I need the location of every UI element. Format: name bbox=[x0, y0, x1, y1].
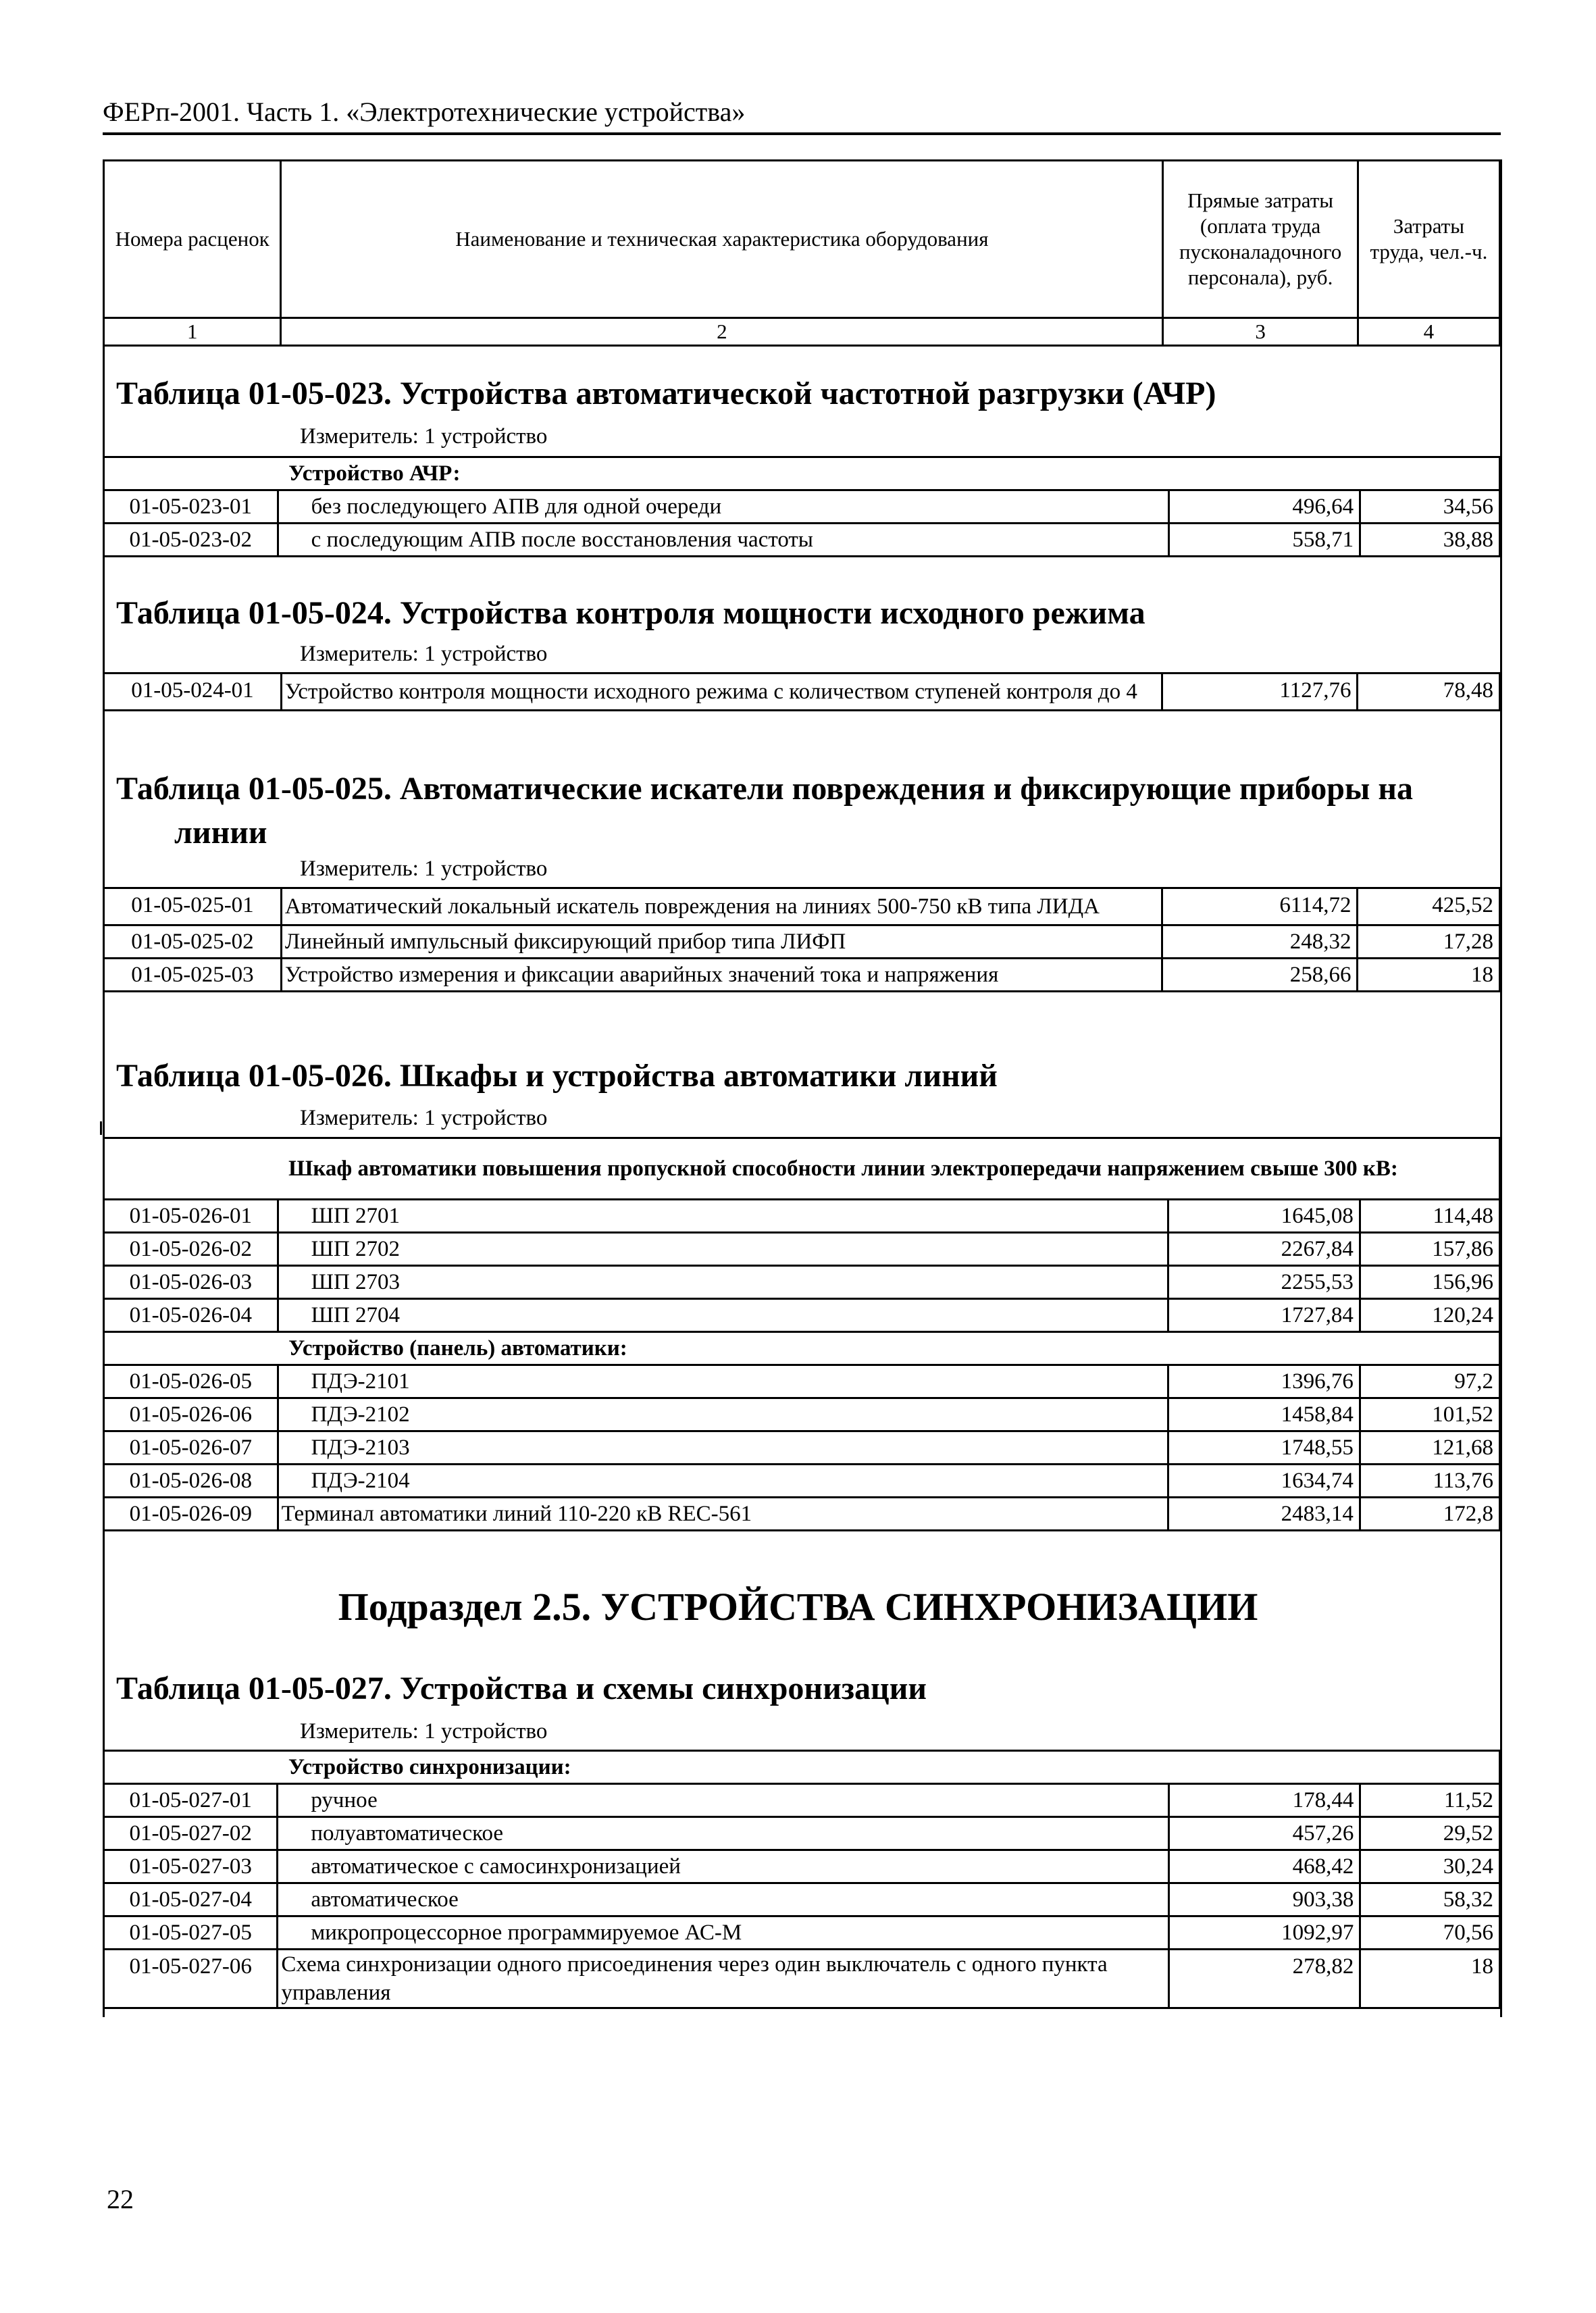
rate-code: 01-05-027-06 bbox=[104, 1950, 278, 2008]
direct-cost: 903,38 bbox=[1168, 1883, 1360, 1916]
direct-cost: 278,82 bbox=[1168, 1950, 1360, 2008]
rate-name: ШП 2702 bbox=[278, 1233, 1168, 1266]
table-row bbox=[104, 959, 1500, 992]
table-row bbox=[104, 1498, 1500, 1531]
labor-cost: 114,48 bbox=[1360, 1200, 1499, 1233]
rate-name: ШП 2703 bbox=[278, 1266, 1168, 1299]
labor-cost: 29,52 bbox=[1360, 1817, 1500, 1850]
rate-code: 01-05-026-03 bbox=[104, 1266, 278, 1299]
direct-cost: 2255,53 bbox=[1168, 1266, 1360, 1299]
table-row bbox=[104, 1883, 1500, 1916]
measure-unit: Измеритель: 1 устройство bbox=[300, 1719, 548, 1744]
table-row bbox=[104, 1431, 1500, 1465]
group-label: Шкаф автоматики повышения пропускной способности линии электропередачи напряжением свыше 300 кВ: bbox=[278, 1138, 1499, 1200]
rate-name: ПДЭ-2103 bbox=[278, 1431, 1168, 1465]
rate-code: 01-05-026-09 bbox=[104, 1498, 278, 1531]
labor-cost: 120,24 bbox=[1360, 1299, 1499, 1332]
table-row bbox=[104, 490, 1500, 524]
direct-cost: 2267,84 bbox=[1168, 1233, 1360, 1266]
direct-cost: 1645,08 bbox=[1168, 1200, 1360, 1233]
labor-cost: 70,56 bbox=[1360, 1916, 1500, 1950]
labor-cost: 113,76 bbox=[1360, 1465, 1499, 1498]
table-row bbox=[104, 1784, 1500, 1817]
table-row bbox=[104, 1916, 1500, 1950]
measure-unit: Измеритель: 1 устройство bbox=[300, 857, 548, 881]
table-row bbox=[104, 1850, 1500, 1883]
rate-name: ШП 2701 bbox=[278, 1200, 1168, 1233]
table-title: Таблица 01-05-027. Устройства и схемы синхронизации bbox=[116, 1671, 927, 1706]
direct-cost: 248,32 bbox=[1162, 925, 1358, 959]
rate-code: 01-05-023-02 bbox=[104, 524, 278, 557]
labor-cost: 11,52 bbox=[1360, 1784, 1500, 1817]
rate-code: 01-05-027-02 bbox=[104, 1817, 278, 1850]
table-title: Таблица 01-05-026. Шкафы и устройства автоматики линий bbox=[116, 1058, 998, 1094]
rate-code: 01-05-025-03 bbox=[104, 959, 282, 992]
rate-name: Схема синхронизации одного присоединения через один выключатель с одного пункта управления bbox=[278, 1950, 1168, 2008]
labor-cost: 157,86 bbox=[1360, 1233, 1499, 1266]
labor-cost: 121,68 bbox=[1360, 1431, 1499, 1465]
table-row bbox=[104, 524, 1500, 557]
running-head: ФЕРп-2001. Часть 1. «Электротехнические устройства» bbox=[103, 97, 746, 127]
col-number: 2 bbox=[281, 318, 1163, 346]
group-label: Устройство АЧР: bbox=[278, 457, 1499, 490]
table-row bbox=[104, 888, 1500, 925]
rate-name: с последующим АПВ после восстановления частоты bbox=[278, 524, 1168, 557]
rate-code: 01-05-026-05 bbox=[104, 1365, 278, 1398]
rate-code: 01-05-027-04 bbox=[104, 1883, 278, 1916]
subsection-heading: Подраздел 2.5. УСТРОЙСТВА СИНХРОНИЗАЦИИ bbox=[338, 1585, 1258, 1629]
table-row bbox=[104, 1233, 1500, 1266]
table-row bbox=[104, 925, 1500, 959]
rate-name: Устройство измерения и фиксации аварийных значений тока и напряжения bbox=[281, 959, 1162, 992]
direct-cost: 6114,72 bbox=[1162, 888, 1358, 925]
rate-code: 01-05-026-04 bbox=[104, 1299, 278, 1332]
col-number: 3 bbox=[1163, 318, 1358, 346]
labor-cost: 18 bbox=[1360, 1950, 1500, 2008]
table-title-continued: линии bbox=[174, 815, 267, 850]
table-title: Таблица 01-05-024. Устройства контроля мощности исходного режима bbox=[116, 595, 1145, 631]
direct-cost: 2483,14 bbox=[1168, 1498, 1360, 1531]
page-number: 22 bbox=[107, 2184, 134, 2214]
rate-name: ПДЭ-2104 bbox=[278, 1465, 1168, 1498]
labor-cost: 425,52 bbox=[1358, 888, 1500, 925]
table-01-05-027 bbox=[103, 1750, 1501, 2009]
labor-cost: 101,52 bbox=[1360, 1398, 1499, 1431]
header-rule bbox=[103, 132, 1501, 135]
direct-cost: 1458,84 bbox=[1168, 1398, 1360, 1431]
table-row bbox=[104, 1950, 1500, 2008]
rate-code: 01-05-023-01 bbox=[104, 490, 278, 524]
rate-code: 01-05-024-01 bbox=[104, 673, 282, 711]
margin-mark bbox=[100, 1121, 102, 1135]
rate-name: Терминал автоматики линий 110-220 кВ REC-561 bbox=[278, 1498, 1168, 1531]
rate-name: Линейный импульсный фиксирующий прибор типа ЛИФП bbox=[281, 925, 1162, 959]
labor-cost: 156,96 bbox=[1360, 1266, 1499, 1299]
rate-code: 01-05-025-02 bbox=[104, 925, 282, 959]
measure-unit: Измеритель: 1 устройство bbox=[300, 1106, 548, 1130]
table-01-05-025 bbox=[103, 887, 1501, 992]
table-row bbox=[104, 1365, 1500, 1398]
column-header-table bbox=[103, 159, 1501, 347]
table-row bbox=[104, 1817, 1500, 1850]
table-row bbox=[104, 1465, 1500, 1498]
table-row bbox=[104, 1299, 1500, 1332]
rate-name: автоматическое bbox=[278, 1883, 1168, 1916]
table-title: Таблица 01-05-023. Устройства автоматической частотной разгрузки (АЧР) bbox=[116, 376, 1216, 411]
table-01-05-024 bbox=[103, 672, 1501, 711]
col-number: 4 bbox=[1358, 318, 1499, 346]
rate-name: полуавтоматическое bbox=[278, 1817, 1168, 1850]
direct-cost: 1634,74 bbox=[1168, 1465, 1360, 1498]
rate-name: Устройство контроля мощности исходного режима с количеством ступеней контроля до 4 bbox=[281, 673, 1162, 711]
table-title: Таблица 01-05-025. Автоматические искатели повреждения и фиксирующие приборы на bbox=[116, 771, 1414, 807]
labor-cost: 30,24 bbox=[1360, 1850, 1500, 1883]
rate-name: без последующего АПВ для одной очереди bbox=[278, 490, 1168, 524]
direct-cost: 1396,76 bbox=[1168, 1365, 1360, 1398]
direct-cost: 558,71 bbox=[1168, 524, 1360, 557]
header-col-codes: Номера расценок bbox=[104, 161, 281, 318]
rate-name: ШП 2704 bbox=[278, 1299, 1168, 1332]
direct-cost: 496,64 bbox=[1168, 490, 1360, 524]
header-col-labor: Затраты труда, чел.-ч. bbox=[1358, 161, 1499, 318]
direct-cost: 258,66 bbox=[1162, 959, 1358, 992]
rate-name: ПДЭ-2102 bbox=[278, 1398, 1168, 1431]
group-label: Устройство синхронизации: bbox=[278, 1751, 1500, 1784]
table-01-05-023 bbox=[103, 456, 1501, 557]
table-row bbox=[104, 673, 1500, 711]
direct-cost: 468,42 bbox=[1168, 1850, 1360, 1883]
group-label: Устройство (панель) автоматики: bbox=[278, 1332, 1499, 1365]
rate-name: Автоматический локальный искатель повреждения на линиях 500-750 кВ типа ЛИДА bbox=[281, 888, 1162, 925]
rate-code: 01-05-026-07 bbox=[104, 1431, 278, 1465]
labor-cost: 38,88 bbox=[1360, 524, 1500, 557]
col-number: 1 bbox=[104, 318, 281, 346]
rate-name: автоматическое с самосинхронизацией bbox=[278, 1850, 1168, 1883]
direct-cost: 1092,97 bbox=[1168, 1916, 1360, 1950]
header-col-direct-cost: Прямые затраты (оплата труда пусконаладочного персонала), руб. bbox=[1163, 161, 1358, 318]
labor-cost: 97,2 bbox=[1360, 1365, 1499, 1398]
direct-cost: 457,26 bbox=[1168, 1817, 1360, 1850]
header-col-name: Наименование и техническая характеристика оборудования bbox=[281, 161, 1163, 318]
labor-cost: 17,28 bbox=[1358, 925, 1500, 959]
table-01-05-026 bbox=[103, 1137, 1501, 1531]
rate-code: 01-05-026-02 bbox=[104, 1233, 278, 1266]
labor-cost: 172,8 bbox=[1360, 1498, 1499, 1531]
rate-code: 01-05-027-05 bbox=[104, 1916, 278, 1950]
labor-cost: 34,56 bbox=[1360, 490, 1500, 524]
rate-code: 01-05-026-06 bbox=[104, 1398, 278, 1431]
rate-code: 01-05-027-01 bbox=[104, 1784, 278, 1817]
rate-code: 01-05-026-01 bbox=[104, 1200, 278, 1233]
direct-cost: 1748,55 bbox=[1168, 1431, 1360, 1465]
labor-cost: 58,32 bbox=[1360, 1883, 1500, 1916]
table-row bbox=[104, 1200, 1500, 1233]
rate-code: 01-05-025-01 bbox=[104, 888, 282, 925]
rate-name: микропроцессорное программируемое АС-М bbox=[278, 1916, 1168, 1950]
rate-code: 01-05-026-08 bbox=[104, 1465, 278, 1498]
rate-name: ПДЭ-2101 bbox=[278, 1365, 1168, 1398]
direct-cost: 1127,76 bbox=[1162, 673, 1358, 711]
measure-unit: Измеритель: 1 устройство bbox=[300, 424, 548, 449]
labor-cost: 78,48 bbox=[1358, 673, 1500, 711]
labor-cost: 18 bbox=[1358, 959, 1500, 992]
rate-code: 01-05-027-03 bbox=[104, 1850, 278, 1883]
rate-name: ручное bbox=[278, 1784, 1168, 1817]
direct-cost: 178,44 bbox=[1168, 1784, 1360, 1817]
direct-cost: 1727,84 bbox=[1168, 1299, 1360, 1332]
table-row bbox=[104, 1266, 1500, 1299]
measure-unit: Измеритель: 1 устройство bbox=[300, 642, 548, 666]
table-row bbox=[104, 1398, 1500, 1431]
